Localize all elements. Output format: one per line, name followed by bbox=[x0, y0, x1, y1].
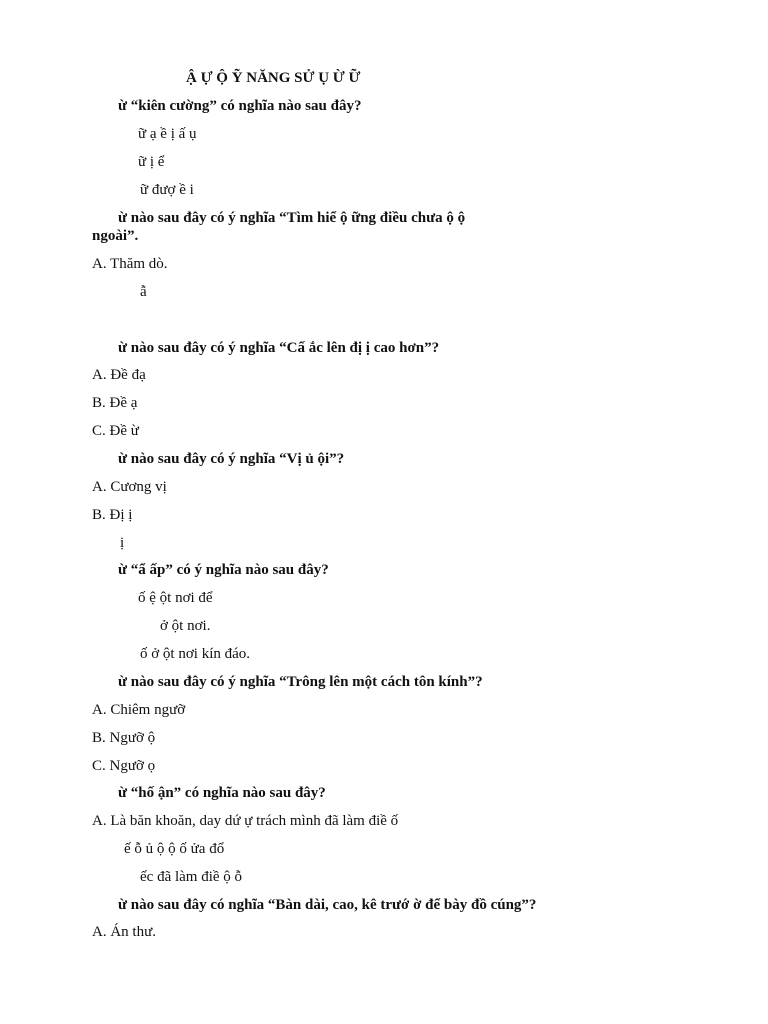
question-8: ừ nào sau đây có nghĩa “Bàn dài, cao, kê trướ ờ để bày đồ cúng”? bbox=[118, 897, 537, 913]
question-3: ừ nào sau đây có ý nghĩa “Cấ ắc lên đị ị cao hơn”? bbox=[118, 340, 440, 356]
option-7c: ếc đã làm điề ộ ỗ bbox=[140, 869, 243, 885]
question-4: ừ nào sau đây có ý nghĩa “Vị ủ ội”? bbox=[118, 451, 345, 467]
option-2b: ẫ bbox=[140, 284, 147, 300]
question-1: ừ “kiên cường” có nghĩa nào sau đây? bbox=[118, 98, 362, 114]
option-3b: B. Đề ạ bbox=[92, 395, 138, 411]
option-5b: ở ột nơi. bbox=[160, 618, 211, 634]
option-4c: ị bbox=[120, 535, 125, 551]
option-7b: ế ỗ ủ ộ ộ ố ửa đổ bbox=[124, 841, 225, 857]
option-2a: A. Thăm dò. bbox=[92, 256, 168, 272]
option-5a: ố ệ ột nơi để bbox=[138, 590, 213, 606]
option-1b: ữ ị ể bbox=[138, 154, 165, 170]
option-4b: B. Đị ị bbox=[92, 507, 133, 523]
question-6: ừ nào sau đây có ý nghĩa “Trông lên một cách tôn kính”? bbox=[118, 674, 483, 690]
option-6a: A. Chiêm ngưỡ bbox=[92, 702, 186, 718]
option-5c: ố ở ột nơi kín đáo. bbox=[140, 646, 251, 662]
option-6b: B. Ngưỡ ộ bbox=[92, 730, 156, 746]
question-2-cont: ngoài”. bbox=[92, 228, 139, 244]
option-8a: A. Án thư. bbox=[92, 924, 156, 940]
option-3c: C. Đề ừ bbox=[92, 423, 139, 439]
option-1a: ữ ạ ề ị ấ ụ bbox=[138, 126, 197, 142]
document-title: Ậ Ự Ộ Ỹ NĂNG SỬ Ụ Ừ Ữ bbox=[186, 70, 361, 86]
option-6c: C. Ngưỡ ọ bbox=[92, 758, 156, 774]
option-3a: A. Đề đạ bbox=[92, 367, 146, 383]
option-7a: A. Là băn khoăn, day dứ ự trách mình đã làm điề ố bbox=[92, 813, 399, 829]
question-7: ừ “hố ận” có nghĩa nào sau đây? bbox=[118, 785, 326, 801]
option-4a: A. Cương vị bbox=[92, 479, 167, 495]
question-5: ừ “ẩ ấp” có ý nghĩa nào sau đây? bbox=[118, 562, 329, 578]
question-2: ừ nào sau đây có ý nghĩa “Tìm hiể ộ ững điều chưa ộ ộ bbox=[118, 210, 466, 226]
option-1c: ữ đượ ề i bbox=[140, 182, 194, 198]
